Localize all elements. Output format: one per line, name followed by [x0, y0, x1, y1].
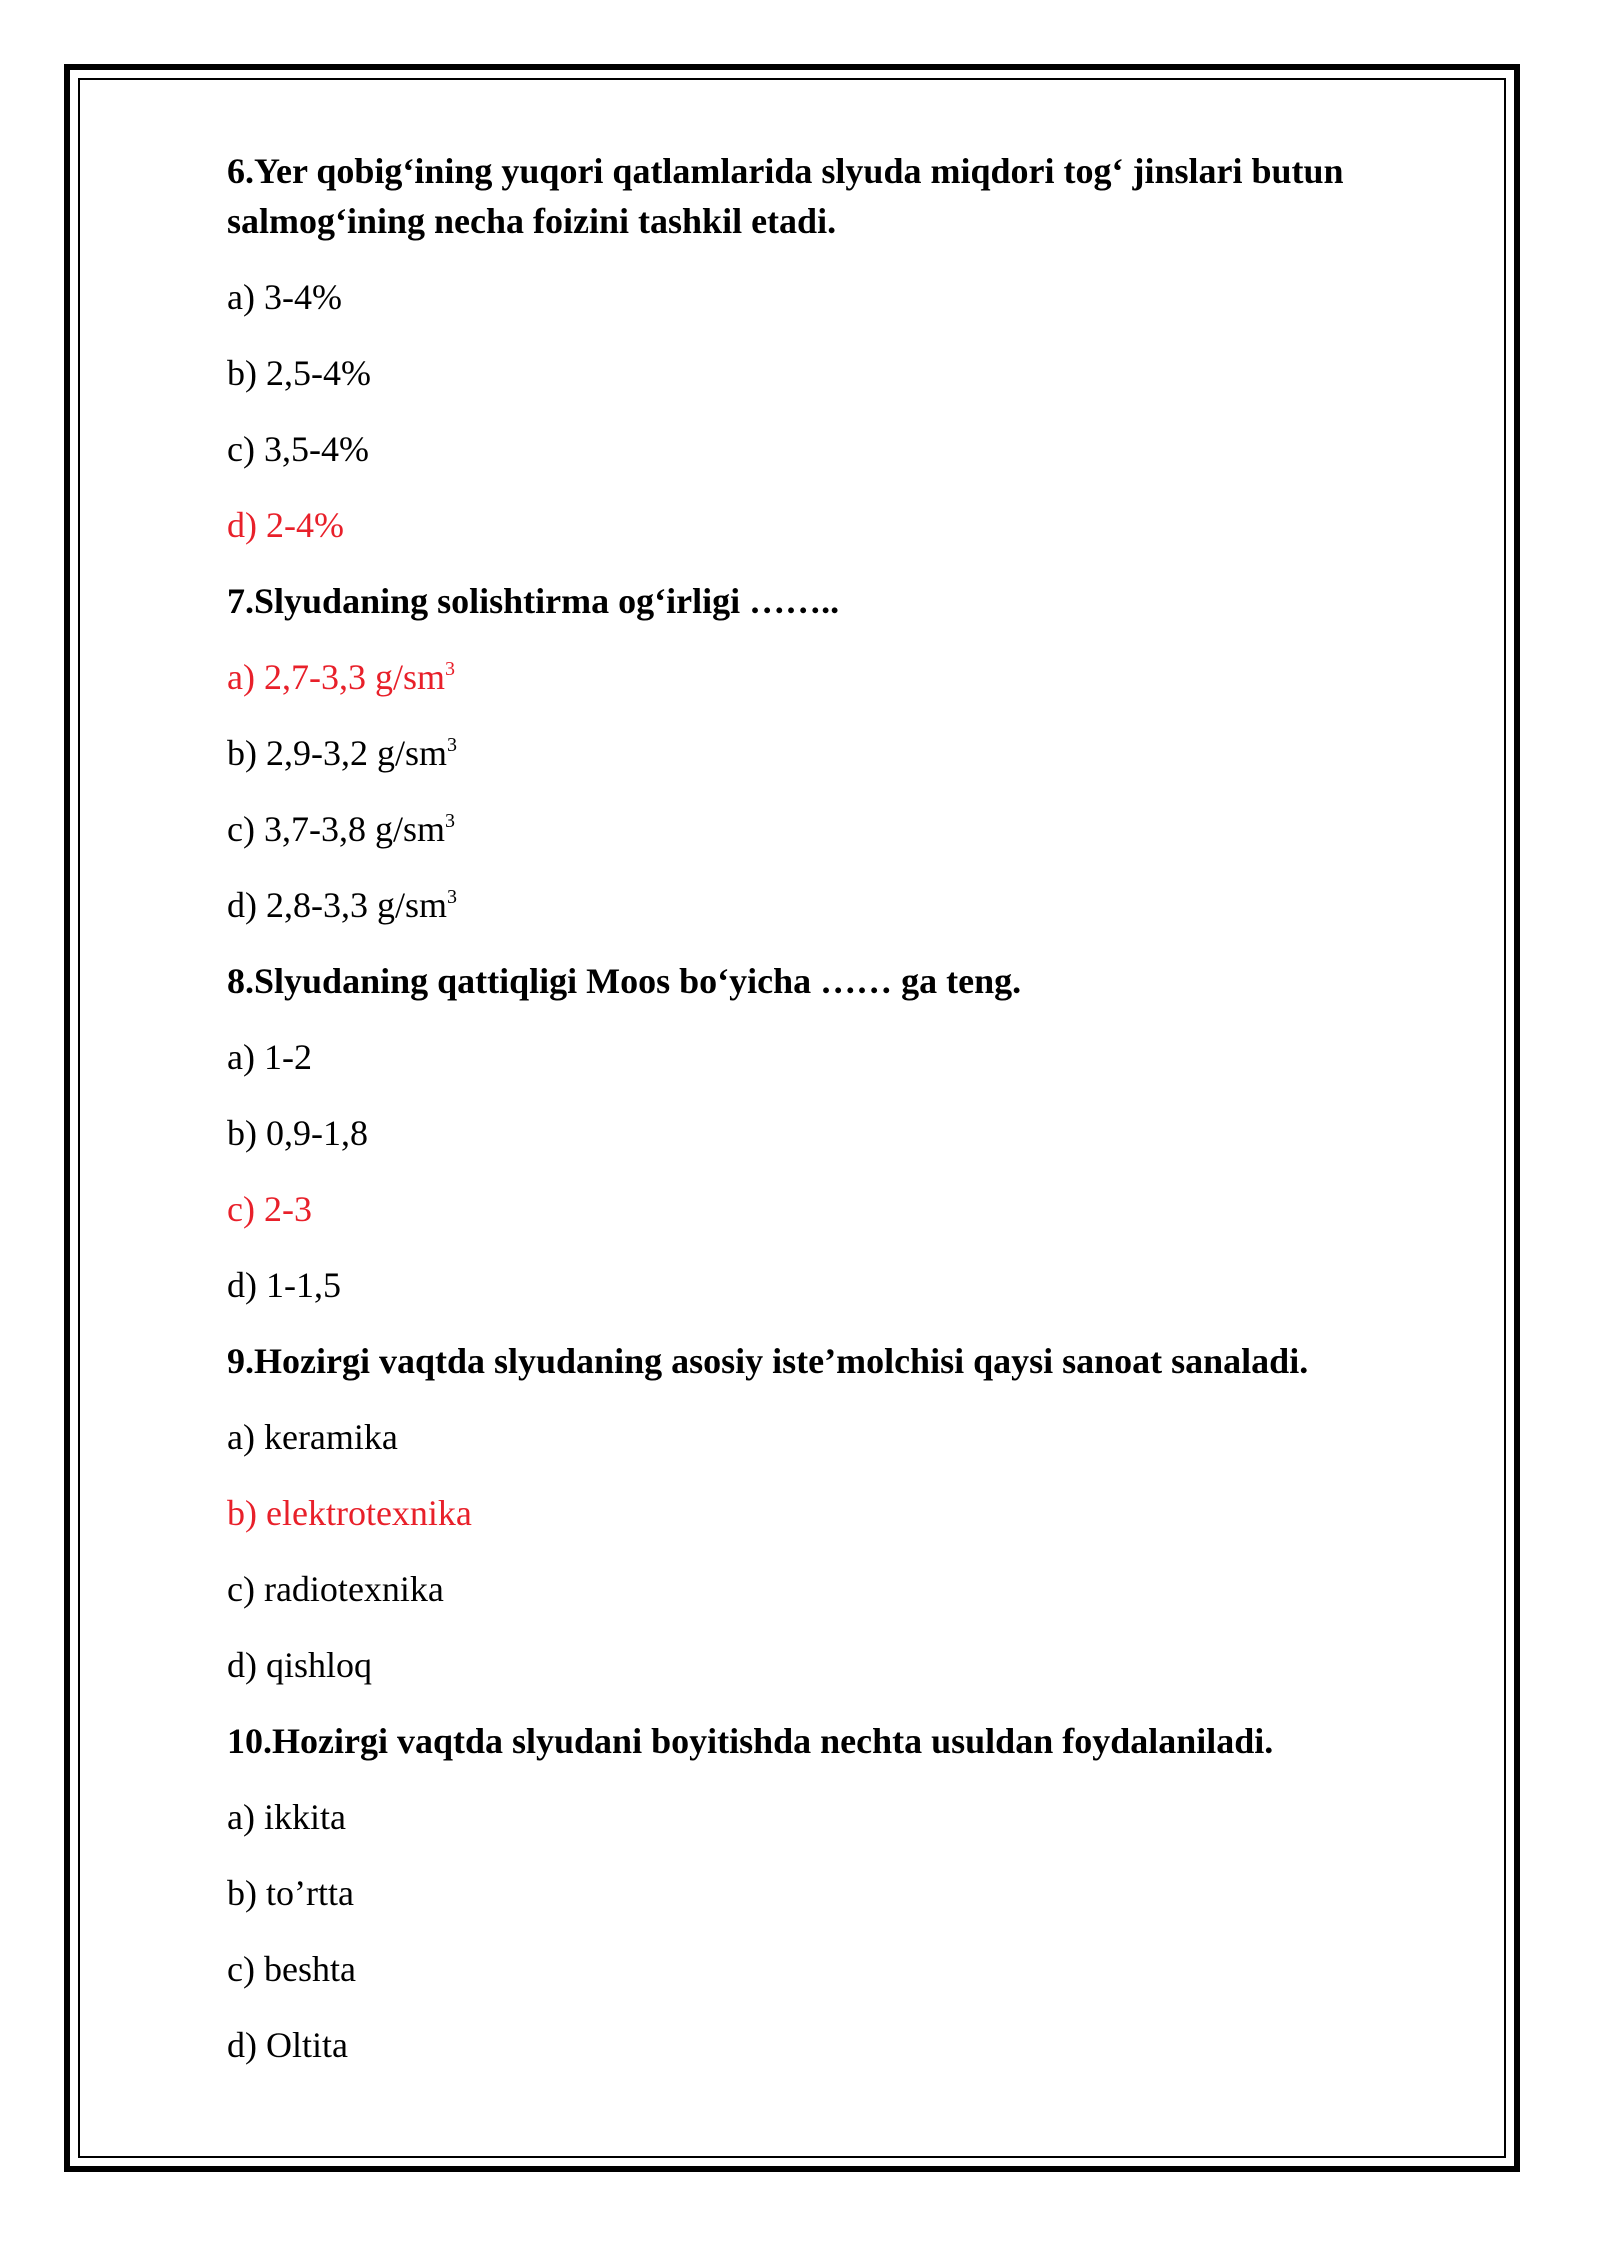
- answer-option-correct: d) 2-4%: [227, 505, 344, 545]
- answer-option: d) 1-1,5: [227, 1265, 341, 1305]
- superscript: 3: [444, 658, 455, 680]
- answer-option: a) 1-2: [227, 1037, 312, 1077]
- answer-option-correct: [227, 652, 1407, 702]
- answer-option: b) 0,9-1,8: [227, 1113, 368, 1153]
- superscript: 3: [447, 886, 457, 908]
- question-block: [227, 1336, 1407, 1690]
- answer-option: a) 3-4%: [227, 277, 342, 317]
- option-label: a) 2,7-3,3 g/sm: [227, 657, 445, 697]
- answer-option: c) radiotexnika: [227, 1569, 444, 1609]
- question-text: 10.Hozirgi vaqtda slyudani boyitishda nechta usuldan foydalaniladi.: [227, 1721, 1274, 1761]
- option-label: d) 2,8-3,3 g/sm: [227, 885, 447, 925]
- question-text: 7.Slyudaning solishtirma og‘irligi ……..: [227, 581, 840, 621]
- answer-option: c) 3,5-4%: [227, 429, 369, 469]
- answer-option: d) Oltita: [227, 2025, 348, 2065]
- superscript: 3: [447, 734, 457, 756]
- answer-option: [227, 880, 1407, 930]
- question-block: [227, 576, 1407, 930]
- answer-option-correct: c) 2-3: [227, 1189, 312, 1229]
- question-block: [227, 1716, 1407, 2070]
- quiz-content: [227, 146, 1407, 2096]
- answer-option-correct: b) elektrotexnika: [227, 1493, 472, 1533]
- question-block: [227, 956, 1407, 1310]
- answer-option: a) ikkita: [227, 1797, 346, 1837]
- question-text: 6.Yer qobig‘ining yuqori qatlamlarida slyuda miqdori tog‘ jinslari butun salmog‘ining necha foizini tashkil etadi.: [227, 151, 1344, 241]
- answer-option: b) 2,5-4%: [227, 353, 371, 393]
- question-text: 8.Slyudaning qattiqligi Moos bo‘yicha …… ga teng.: [227, 961, 1022, 1001]
- question-block: [227, 146, 1407, 550]
- answer-option: [227, 804, 1407, 854]
- question-text: 9.Hozirgi vaqtda slyudaning asosiy iste’molchisi qaysi sanoat sanaladi.: [227, 1341, 1309, 1381]
- option-label: b) 2,9-3,2 g/sm: [227, 733, 447, 773]
- answer-option: c) beshta: [227, 1949, 356, 1989]
- answer-option: [227, 728, 1407, 778]
- answer-option: a) keramika: [227, 1417, 398, 1457]
- superscript: 3: [444, 810, 455, 832]
- answer-option: d) qishloq: [227, 1645, 373, 1685]
- answer-option: b) to’rtta: [227, 1873, 354, 1913]
- option-label: c) 3,7-3,8 g/sm: [227, 809, 445, 849]
